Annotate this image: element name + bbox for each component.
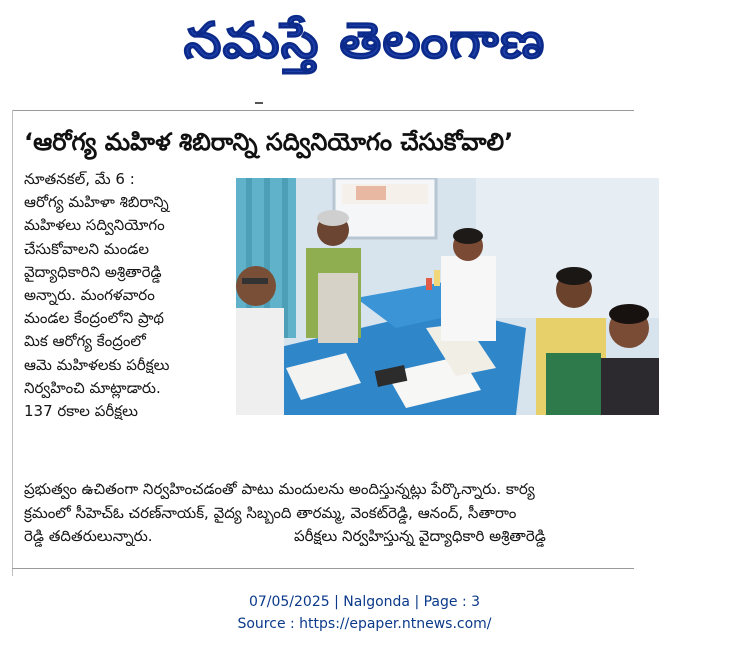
body-line: మండల కేంద్రంలోని ప్రాథ — [24, 309, 165, 328]
body-line: నిర్వహించి మాట్లాడారు. — [24, 378, 161, 397]
body-line: వైద్యాధికారిని అశ్రితారెడ్డి — [24, 262, 162, 281]
body-line: ఆరోగ్య మహిళా శిబిరాన్ని — [24, 193, 169, 212]
top-rule — [12, 110, 634, 111]
bottom-rule — [12, 568, 634, 569]
body-line: అన్నారు. మంగళవారం — [24, 285, 155, 304]
footer-source-line: Source : https://epaper.ntnews.com/ — [237, 616, 492, 632]
body-line: మిక ఆరోగ్య కేంద్రంలో — [24, 332, 146, 351]
body-line: చేసుకోవాలని మండల — [24, 239, 149, 258]
article-column-text — [24, 168, 229, 423]
photo-caption: పరీక్షలు నిర్వహిస్తున్న వైద్యాధికారి అశ్రితారెడ్డి — [294, 527, 546, 545]
photo-illustration — [236, 178, 659, 415]
masthead-title: నమస్తే తెలంగాణ — [183, 11, 546, 70]
body-line: క్రమంలో సీహెచ్ఓ చరణ్‌నాయక్, వైద్య సిబ్బంది తారమ్మ, వెంకట్‌రెడ్డి, ఆనంద్, సీతారాం — [24, 503, 517, 522]
body-line: ప్రభుత్వం ఉచితంగా నిర్వహించడంతో పాటు మందులను అందిస్తున్నట్లు పేర్కొన్నారు. కార్య — [24, 480, 535, 498]
left-rule — [12, 110, 13, 576]
article-photo — [236, 178, 659, 415]
footer-date-line: 07/05/2025 | Nalgonda | Page : 3 — [248, 594, 481, 610]
body-line: రెడ్డి తదితరులున్నారు. — [24, 527, 153, 545]
body-line: నూతనకల్, మే 6 : — [24, 170, 135, 188]
body-line: మహిళలు సద్వినియోగం — [24, 216, 165, 235]
article-headline: ‘ఆరోగ్య మహిళ శిబిరాన్ని సద్వినియోగం చేసుకోవాలి’ — [24, 128, 514, 156]
body-line: ఆమె మహిళలకు పరీక్షలు — [24, 355, 170, 374]
column-marker — [255, 102, 263, 104]
body-line: 137 రకాల పరీక్షలు — [24, 401, 138, 420]
